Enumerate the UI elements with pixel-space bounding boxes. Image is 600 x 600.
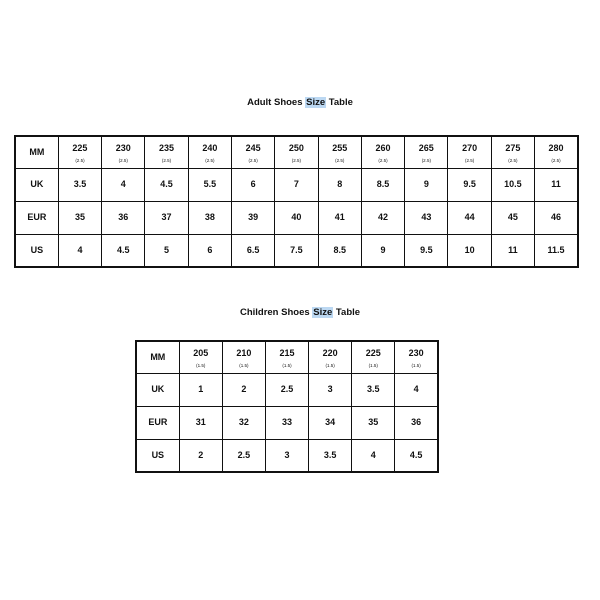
width-note: (2.5) [118, 157, 128, 163]
width-note: (1.5) [368, 362, 378, 368]
eur-cell: 38 [188, 201, 231, 234]
adult-title-text: Adult Shoes [247, 97, 306, 108]
mm-cell [361, 136, 404, 168]
mm-cell [58, 136, 101, 168]
mm-value: 265 [418, 142, 434, 153]
row-label: MM [136, 341, 179, 373]
us-cell: 11.5 [535, 234, 578, 267]
adult-title-highlight: Size [306, 97, 326, 108]
children-title-highlight: Size [313, 307, 333, 318]
eur-cell: 45 [491, 201, 534, 234]
mm-cell [395, 341, 438, 373]
mm-cell [145, 136, 188, 168]
children-title-suffix: Table [333, 307, 361, 318]
us-cell: 6.5 [231, 234, 274, 267]
mm-value: 275 [505, 142, 521, 153]
eur-cell: 42 [361, 201, 404, 234]
children-table-title [0, 307, 600, 318]
eur-cell: 43 [405, 201, 448, 234]
mm-value: 210 [236, 347, 252, 358]
uk-cell: 11 [535, 168, 578, 201]
mm-value: 215 [279, 347, 295, 358]
mm-value: 230 [408, 347, 424, 358]
us-cell: 2 [179, 439, 222, 472]
uk-cell: 8.5 [361, 168, 404, 201]
width-note: (2.5) [421, 157, 431, 163]
uk-cell: 4.5 [145, 168, 188, 201]
mm-value: 220 [322, 347, 338, 358]
row-label: US [15, 234, 58, 267]
uk-cell: 6 [231, 168, 274, 201]
mm-cell [405, 136, 448, 168]
eur-cell: 33 [265, 406, 308, 439]
uk-cell: 10.5 [491, 168, 534, 201]
uk-cell: 1 [179, 373, 222, 406]
width-note: (1.5) [282, 362, 292, 368]
us-cell: 4.5 [395, 439, 438, 472]
uk-cell: 3.5 [58, 168, 101, 201]
uk-cell: 7 [275, 168, 318, 201]
width-note: (2.5) [75, 157, 85, 163]
uk-cell: 8 [318, 168, 361, 201]
mm-value: 225 [365, 347, 381, 358]
mm-value: 270 [462, 142, 478, 153]
us-cell: 6 [188, 234, 231, 267]
mm-cell [318, 136, 361, 168]
width-note: (2.5) [464, 157, 475, 163]
width-note: (1.5) [325, 362, 335, 368]
mm-cell [448, 136, 491, 168]
adult-row-us [15, 234, 578, 267]
eur-cell: 41 [318, 201, 361, 234]
uk-cell: 5.5 [188, 168, 231, 201]
mm-cell [309, 341, 352, 373]
mm-cell [275, 136, 318, 168]
eur-cell: 35 [58, 201, 101, 234]
children-row-uk [136, 373, 438, 406]
us-cell: 4 [58, 234, 101, 267]
mm-value: 245 [245, 142, 261, 153]
adult-size-table [14, 135, 579, 268]
mm-value: 260 [375, 142, 391, 153]
row-label: UK [136, 373, 179, 406]
eur-cell: 39 [231, 201, 274, 234]
width-note: (1.5) [196, 362, 206, 368]
eur-cell: 36 [395, 406, 438, 439]
us-cell: 4.5 [102, 234, 145, 267]
eur-cell: 31 [179, 406, 222, 439]
eur-cell: 35 [352, 406, 395, 439]
us-cell: 3.5 [309, 439, 352, 472]
width-note: (2.5) [335, 157, 345, 163]
row-label: EUR [136, 406, 179, 439]
uk-cell: 4 [102, 168, 145, 201]
mm-value: 230 [115, 142, 131, 153]
children-title-text: Children Shoes [239, 307, 313, 318]
mm-cell [265, 341, 308, 373]
row-label: EUR [15, 201, 58, 234]
width-note: (1.5) [239, 362, 249, 368]
mm-value: 250 [288, 142, 304, 153]
children-row-eur [136, 406, 438, 439]
mm-cell [188, 136, 231, 168]
children-row-mm [136, 341, 438, 373]
uk-cell: 9 [405, 168, 448, 201]
eur-cell: 34 [309, 406, 352, 439]
eur-cell: 37 [145, 201, 188, 234]
uk-cell: 2.5 [265, 373, 308, 406]
width-note: (2.5) [508, 157, 518, 163]
width-note: (1.5) [411, 362, 421, 368]
us-cell: 4 [352, 439, 395, 472]
adult-row-uk [15, 168, 578, 201]
adult-table-title [0, 97, 600, 108]
us-cell: 11 [491, 234, 534, 267]
uk-cell: 3.5 [352, 373, 395, 406]
width-note: (2.5) [378, 157, 388, 163]
adult-title-suffix: Table [326, 97, 353, 108]
mm-value: 205 [193, 347, 209, 358]
mm-cell [491, 136, 534, 168]
us-cell: 9.5 [405, 234, 448, 267]
us-cell: 2.5 [222, 439, 265, 472]
uk-cell: 9.5 [448, 168, 491, 201]
children-size-table [135, 340, 439, 473]
mm-cell [231, 136, 274, 168]
eur-cell: 44 [448, 201, 491, 234]
row-label: US [136, 439, 179, 472]
adult-row-mm [15, 136, 578, 168]
width-note: (2.5) [291, 157, 302, 163]
us-cell: 7.5 [275, 234, 318, 267]
eur-cell: 32 [222, 406, 265, 439]
uk-cell: 4 [395, 373, 438, 406]
uk-cell: 2 [222, 373, 265, 406]
mm-cell [352, 341, 395, 373]
mm-cell [102, 136, 145, 168]
eur-cell: 40 [275, 201, 318, 234]
us-cell: 9 [361, 234, 404, 267]
us-cell: 5 [145, 234, 188, 267]
us-cell: 3 [265, 439, 308, 472]
row-label: UK [15, 168, 58, 201]
width-note: (2.5) [161, 157, 172, 163]
children-row-us [136, 439, 438, 472]
mm-value: 240 [202, 142, 218, 153]
adult-row-eur [15, 201, 578, 234]
mm-value: 235 [159, 142, 175, 153]
width-note: (2.5) [248, 157, 258, 163]
mm-value: 255 [332, 142, 348, 153]
mm-cell [179, 341, 222, 373]
mm-cell [222, 341, 265, 373]
us-cell: 8.5 [318, 234, 361, 267]
uk-cell: 3 [309, 373, 352, 406]
eur-cell: 46 [535, 201, 578, 234]
mm-cell [535, 136, 578, 168]
width-note: (2.5) [551, 157, 561, 163]
row-label: MM [15, 136, 58, 168]
eur-cell: 36 [102, 201, 145, 234]
mm-value: 280 [548, 142, 564, 153]
width-note: (2.5) [205, 157, 215, 163]
us-cell: 10 [448, 234, 491, 267]
mm-value: 225 [72, 142, 88, 153]
